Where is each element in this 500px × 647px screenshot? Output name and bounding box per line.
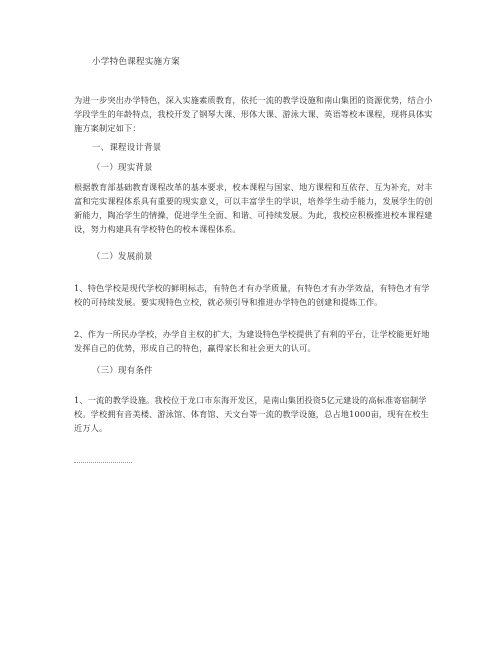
subsection-heading-development: （二）发展前景 (92, 251, 153, 261)
paragraph-development-2: 2、作为一所民办学校，办学自主权的扩大，为建设特色学校提供了有利的平台，让学校能更好地发挥自己的优势，形成自己的特色，赢得家长和社会更大的认可。 (74, 329, 430, 353)
subsection-heading-real-background: （一）现实背景 (92, 162, 153, 172)
paragraph-real-background: 根据教育部基础教育课程改革的基本要求，校本课程与国家、地方课程和互依存、互为补充，对丰富和完实课程体系具有重要的现实意义，可以丰富学生的学识，培养学生动手能力，发展学生的创新能力，陶冶学生的情操，促进学生全面、和谐、可持续发展。为此，我校应积极推进校本课程建设，努力构建具有学校特色的校本课程体系。 (74, 182, 433, 234)
paragraph-conditions-1: 1、一流的教学设施。我校位于龙口市东海开发区，是南山集团投资5亿元建设的高标准寄宿制学校。学校拥有音美楼、游泳馆、体育馆、天文台等一流的教学设施，总占地1000亩，现有在校生近万人。 (74, 395, 429, 433)
dotted-rule (74, 462, 132, 463)
subsection-heading-conditions: （三）现有条件 (92, 365, 153, 375)
intro-paragraph: 为进一步突出办学特色，深入实施素质教育，依托一流的教学设施和南山集团的资源优势，结合小学段学生的年龄特点，我校开发了钢琴大课、形体大课、游泳大课、英语等校本课程，现将具体实施方案制定如下： (74, 95, 433, 133)
section-heading-course-background: 一、课程设计背景 (92, 142, 162, 152)
document-title: 小学特色课程实施方案 (92, 57, 180, 67)
paragraph-development-1: 1、特色学校是现代学校的鲜明标志，有特色才有办学质量，有特色才有办学效益，有特色才有学校的可持续发展。要实现特色立校，就必须引导和推进办学特色的创建和提炼工作。 (74, 283, 430, 307)
